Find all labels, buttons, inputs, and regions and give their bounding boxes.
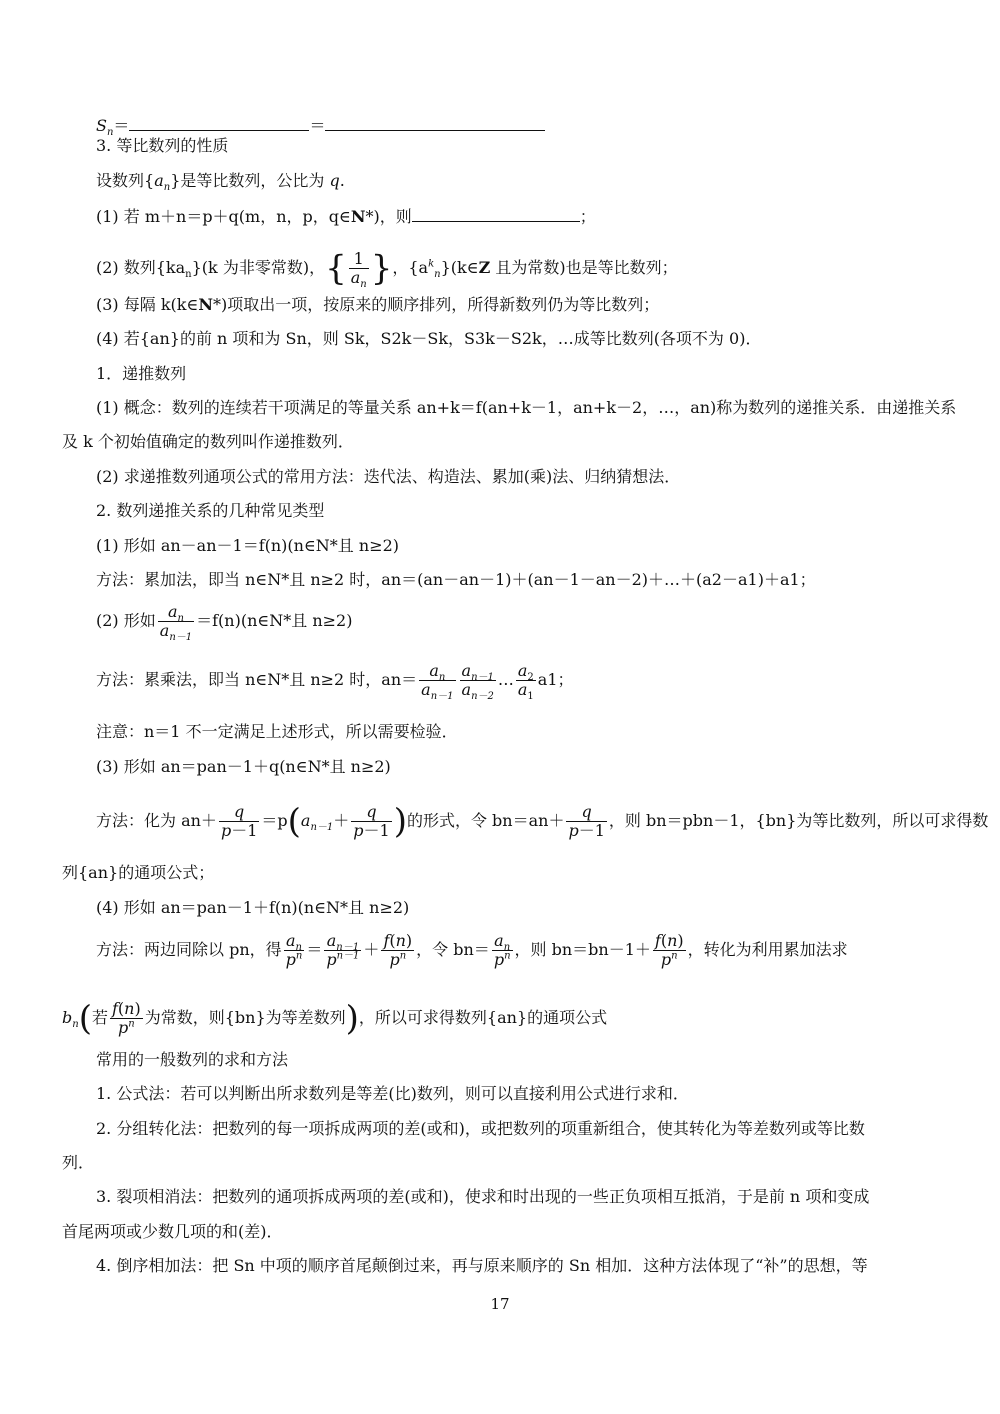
fraction-an-1-over-an-2: $\frac{a_{n-1}}{a_{n-2}}$ bbox=[461, 661, 494, 703]
property-1: (1) 若 m＋n＝p＋q(m，n，p，q∈N*)，则 ； bbox=[96, 207, 596, 226]
blank-3 bbox=[412, 205, 580, 222]
heading-summation-methods: 常用的一般数列的求和方法 bbox=[96, 1050, 289, 1069]
property-4: (4) 若{an}的前 n 项和为 Sn，则 Sk，S2k－Sk，S3k－S2k，…成等比数列(各项不为 0)． bbox=[96, 329, 762, 348]
sum-method-1: 1. 公式法：若可以判断出所求数列是等差(比)数列，则可以直接利用公式进行求和． bbox=[96, 1084, 689, 1103]
fraction-q-over-p-1-b: $\frac{q}{p-1}$ bbox=[353, 802, 390, 840]
section-heading-geometric-properties: 3. 等比数列的性质 bbox=[96, 136, 229, 155]
recursive-methods: (2) 求递推数列通项公式的常用方法：迭代法、构造法、累加(乘)法、归纳猜想法． bbox=[96, 467, 681, 486]
type-2-method: 方法：累乘法，即当 n∈N*且 n≥2 时，an＝ $\frac{a_n}{a_{n-1}}$ $\frac{a_{n-1}}{a_{n-2}}$ … $\frac{a_2}{a_1}$ a1； bbox=[96, 661, 574, 703]
fraction-q-over-p-1-c: $\frac{q}{p-1}$ bbox=[568, 802, 605, 840]
type-1-method: 方法：累加法，即当 n∈N*且 n≥2 时，an＝(an－an－1)＋(an－1－an－2)＋…＋(a2－a1)＋a1； bbox=[96, 570, 816, 589]
heading-recursive-sequence: 1．递推数列 bbox=[96, 364, 187, 383]
type-3: (3) 形如 an＝pan－1＋q(n∈N*且 n≥2) bbox=[96, 757, 391, 776]
recursive-concept-line-1: (1) 概念：数列的连续若干项满足的等量关系 an+k＝f(an+k－1，an+k－2，…，an)称为数列的递推关系．由递推关系 bbox=[96, 398, 957, 417]
fraction-an-over-pn-b: $\frac{a_n}{p^n}$ bbox=[493, 931, 511, 969]
fraction-an-over-pn: $\frac{a_n}{p^n}$ bbox=[285, 931, 303, 969]
type-1: (1) 形如 an－an－1＝f(n)(n∈N*且 n≥2) bbox=[96, 536, 400, 555]
blank-2 bbox=[325, 114, 545, 131]
sum-method-2-line-2: 列． bbox=[62, 1153, 95, 1172]
fraction-q-over-p-1: $\frac{q}{p-1}$ bbox=[220, 802, 258, 840]
sum-method-3-line-2: 首尾两项或少数几项的和(差)． bbox=[62, 1222, 283, 1241]
fraction-an-1-over-pn-1: $\frac{a_{n-1}}{p^{n-1}}$ bbox=[326, 931, 360, 969]
type-3-method: 方法：化为 an＋ $\frac{q}{p-1}$ $=p(a_{n-1}+$ $\frac{q}{p-1}$ )的形式，令 bn＝an＋ $\frac{q}{p-1}$ ，则 bn＝pbn－1，{bn}为等比数列，所以可求得数 bbox=[96, 801, 989, 842]
type-4-method: 方法：两边同除以 pn，得 $\frac{a_n}{p^n}$ ＝ $\frac{a_{n-1}}{p^{n-1}}$ ＋ $\frac{f(n)}{p^n}$ ，令 bn＝ $\frac{a_n}{p^n}$ ，则 bn＝bn－1＋ $\frac{f(n)}{p^n}$ ，转化为利用累加法求 bbox=[96, 931, 848, 969]
fraction-fn-over-pn-c: $\frac{f(n)}{p^n}$ bbox=[111, 999, 141, 1037]
fraction-a2-over-a1: $\frac{a_2}{a_1}$ bbox=[517, 661, 534, 703]
recursive-concept-line-2: 及 k 个初始值确定的数列叫作递推数列． bbox=[62, 432, 354, 451]
page-number: 17 bbox=[490, 1295, 510, 1313]
type-4-method-cont: $b_n$(若 $\frac{f(n)}{p^n}$ 为常数，则{bn}为等差数列)，所以可求得数列{an}的通项公式 bbox=[62, 998, 608, 1039]
property-2: (2) 数列$\{ka_n\}(k$ 为非零常数)，{ $\frac{1}{a_n}$ }，$\{a^k_n\}(k\in Z$ 且为常数)也是等比数列； bbox=[96, 248, 678, 291]
intro-line: 设数列$\{a_n\}$是等比数列，公比为 q. bbox=[96, 171, 345, 194]
type-3-method-cont: 列{an}的通项公式； bbox=[62, 863, 215, 882]
fraction-1-over-an: $\frac{1}{a_n}$ bbox=[350, 249, 367, 291]
fraction-an-over-an-1-b: $\frac{a_n}{a_{n-1}}$ bbox=[421, 661, 454, 703]
note-line: 注意：n＝1 不一定满足上述形式，所以需要检验． bbox=[96, 722, 458, 741]
sum-method-2-line-1: 2. 分组转化法：把数列的每一项拆成两项的差(或和)，或把数列的项重新组合，使其转化为等差数列或等比数 bbox=[96, 1119, 865, 1138]
fraction-fn-over-pn-b: $\frac{f(n)}{p^n}$ bbox=[654, 931, 684, 969]
heading-recursion-types: 2. 数列递推关系的几种常见类型 bbox=[96, 501, 325, 520]
sum-method-3-line-1: 3. 裂项相消法：把数列的通项拆成两项的差(或和)，使求和时出现的一些正负项相互抵消，于是前 n 项和变成 bbox=[96, 1187, 870, 1206]
type-4: (4) 形如 an＝pan－1＋f(n)(n∈N*且 n≥2) bbox=[96, 898, 410, 917]
sum-formula-blank-line: $S_n=$ ＝ bbox=[96, 114, 545, 137]
type-2: (2) 形如 $\frac{a_n}{a_{n-1}}$ ＝f(n)(n∈N*且 n≥2) bbox=[96, 602, 353, 644]
fraction-an-over-an-1: $\frac{a_n}{a_{n-1}}$ bbox=[159, 602, 193, 644]
fraction-fn-over-pn: $\frac{f(n)}{p^n}$ bbox=[383, 931, 413, 969]
blank-1 bbox=[129, 114, 309, 131]
property-3: (3) 每隔 k(k∈N*)项取出一项，按原来的顺序排列，所得新数列仍为等比数列； bbox=[96, 295, 660, 314]
sum-method-4: 4. 倒序相加法：把 Sn 中项的顺序首尾颠倒过来，再与原来顺序的 Sn 相加．这种方法体现了“补”的思想，等 bbox=[96, 1256, 868, 1275]
